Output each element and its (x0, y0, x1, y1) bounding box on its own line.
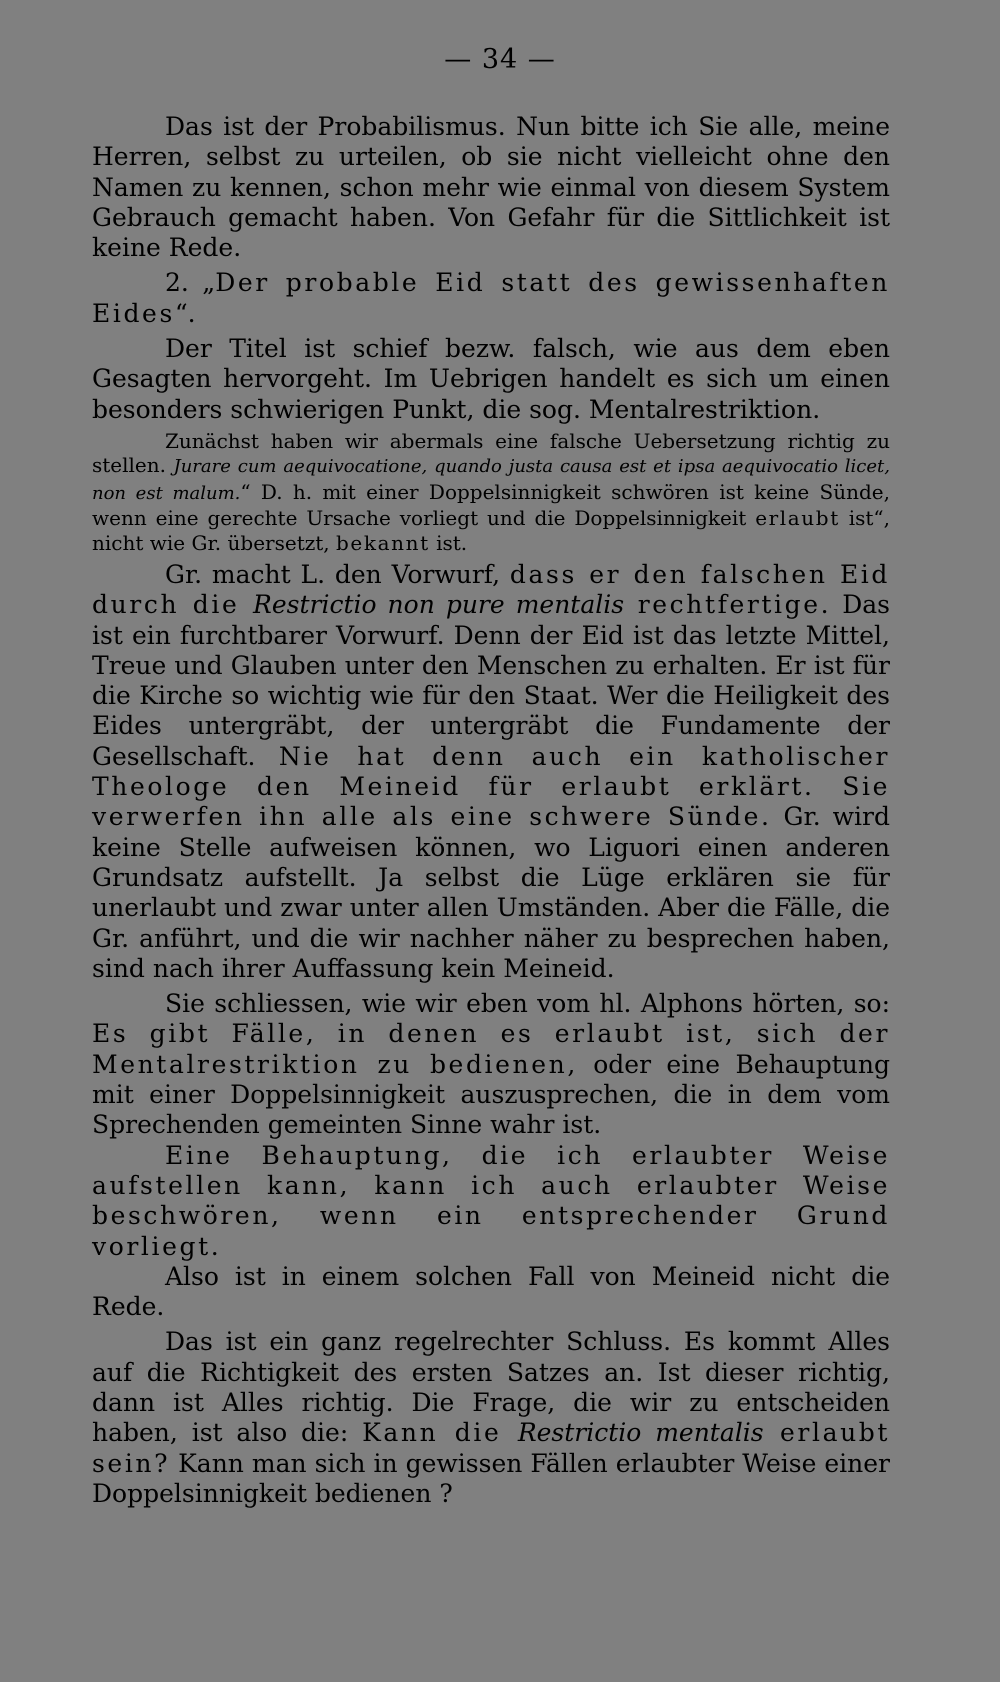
text-run: Zunächst haben wir abermals eine falsche Uebersetzung richtig zu stellen. (92, 428, 890, 478)
text-run: Also ist in einem solchen Fall von Meineid nicht die Rede. (92, 1261, 890, 1322)
section-heading-probable-eid (92, 268, 890, 329)
text-run: Gr. macht L. den Vorwurf, (165, 560, 510, 589)
paragraph-probabilismus (92, 112, 890, 263)
text-run: Gr. wird keine Stelle aufweisen können, wo Liguori einen anderen Grundsatz aufstellt. Ja selbst die Lüge erklären sie für unerlaubt und zwar unter allen Umständen. Aber die Fälle, die Gr. anführt, und die wir nachher näher zu besprechen haben, sind nach ihrer Auffassung kein Meineid. (92, 802, 890, 983)
text-run: Restrictio mentalis (517, 1418, 764, 1448)
text-run: dass er den falschen Eid durch die (92, 560, 890, 620)
text-run: erlaubt (755, 506, 840, 531)
paragraph-schliessen (92, 989, 890, 1140)
text-run: Es gibt Fälle, in denen es erlaubt ist, sich der Mentalrestriktion zu bedienen, (92, 1019, 890, 1079)
text-run: Kann die (362, 1418, 518, 1448)
paragraph-uebersetzung (92, 429, 890, 555)
text-run: 2. „ (165, 268, 216, 298)
page-number: — 34 — (444, 44, 556, 75)
text-run: Kann man sich in gewissen Fällen erlaubter Weise einer Doppelsinnigkeit bedienen ? (92, 1448, 890, 1508)
paragraph-titel (92, 334, 890, 425)
text-run: Sie schliessen, wie wir eben vom hl. Alphons hörten, so: (165, 989, 890, 1019)
text-run: Eine Behauptung, die ich erlaubter Weise aufstellen kann, kann ich auch erlaubter Weise beschwören, wenn ein entsprechender Grund vorliegt. (92, 1140, 890, 1261)
paragraph-also (92, 1262, 890, 1323)
text-run: ist. (429, 530, 468, 555)
paragraph-schluss (92, 1327, 890, 1509)
text-run: erlaubt sein? (92, 1418, 891, 1478)
text-run: oder eine Behauptung mit einer Doppelsinnigkeit auszusprechen, die in dem vom Sprechenden gemeinten Sinne wahr ist. (92, 1049, 890, 1140)
text-run: Der probable Eid statt des gewissenhaften Eides (92, 268, 890, 328)
text-run: Das ist der Probabilismus. Nun bitte ich Sie alle, meine Herren, selbst zu urteilen, ob sie nicht vielleicht ohne den Namen zu kennen, schon mehr wie einmal von diesem System Gebrauch gemacht haben. Von Gefahr für die Sittlichkeit ist keine Rede. (92, 112, 890, 263)
text-run: Der Titel ist schief bezw. falsch, wie aus dem eben Gesagten hervorgeht. Im Uebrigen handelt es sich um einen besonders schwierigen Punkt, die sog. Mentalrestriktion. (92, 334, 890, 424)
text-run: Nie hat denn auch ein katholischer Theologe den Meineid für erlaubt erklärt. Sie verwerfen ihn alle als eine schwere Sünde. (92, 741, 890, 832)
text-run: rechtfertige. (624, 590, 832, 620)
text-run: bekannt (336, 530, 430, 555)
text-run: “ D. h. mit einer Doppelsinnigkeit schwören ist keine Sünde, wenn eine gerechte Ursache vorliegt und die Doppelsinnigkeit (92, 479, 891, 531)
text-run: Restrictio non pure mentalis (253, 590, 625, 620)
text-run: ist“, nicht wie Gr. übersetzt, (92, 506, 890, 555)
paragraph-behauptung (92, 1141, 890, 1262)
text-run: Das ist ein furchtbarer Vorwurf. Denn der Eid ist das letzte Mittel, Treue und Glauben unter den Menschen zu erhalten. Er ist für die Kirche so wichtig wie für den Staat. Wer die Heiligkeit des Eides untergräbt, der untergräbt die Fundamente der Gesellschaft. (92, 590, 890, 771)
text-run: “. (174, 298, 196, 328)
paragraph-vorwurf (92, 560, 890, 984)
text-body (92, 112, 890, 1509)
text-run: Das ist ein ganz regelrechter Schluss. Es kommt Alles auf die Richtigkeit des ersten Satzes an. Ist dieser richtig, dann ist Alles richtig. Die Frage, die wir zu entscheiden haben, ist also die: (92, 1327, 890, 1448)
text-run: Jurare cum aequivocatione, quando justa causa est et ipsa aequivocatio licet, non est malum. (92, 456, 890, 504)
